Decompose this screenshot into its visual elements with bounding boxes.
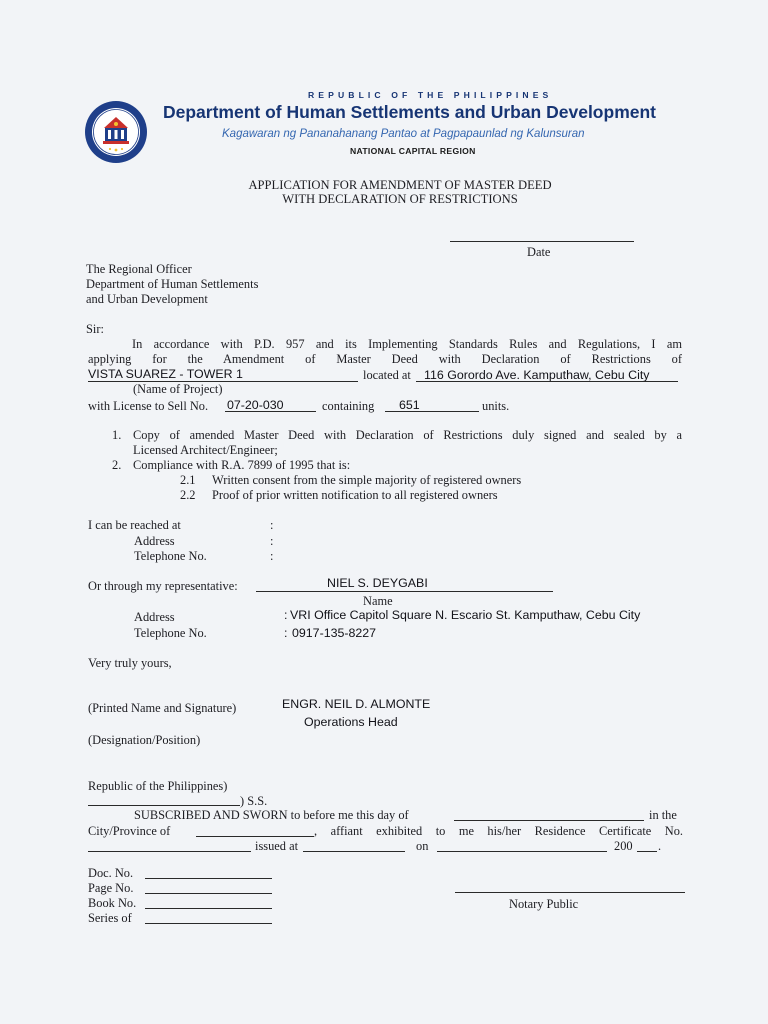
project-name-field[interactable]: VISTA SUAREZ - TOWER 1 <box>88 367 243 381</box>
addressee-line2: Department of Human Settlements <box>86 277 259 291</box>
doc-no-line <box>145 878 272 879</box>
series-of-label: Series of <box>88 911 132 925</box>
name-of-project-label: (Name of Project) <box>133 382 223 396</box>
notary-in-the: in the <box>649 808 677 822</box>
notary-public-label: Notary Public <box>509 897 579 911</box>
representative-telephone-field[interactable]: 0917-135-8227 <box>292 626 377 640</box>
notary-on: on <box>416 839 429 853</box>
representative-address-field[interactable]: VRI Office Capitol Square N. Escario St. Kamputhaw, Cebu City <box>290 608 641 622</box>
representative-name-label: Name <box>363 594 393 608</box>
applicant-address-label: Address <box>134 534 175 548</box>
requirement-2-2-number: 2.2 <box>180 488 196 502</box>
salutation: Sir: <box>86 322 104 336</box>
reached-at-colon: : <box>270 518 274 532</box>
dhsud-seal-logo <box>84 100 148 164</box>
representative-telephone-colon: : <box>284 626 288 640</box>
requirement-2-1-number: 2.1 <box>180 473 196 487</box>
representative-address-colon: : <box>284 608 288 622</box>
notary-affiant: , affiant exhibited to me his/her Residence Certificate No. <box>314 824 683 838</box>
requirement-1-number: 1. <box>112 428 122 442</box>
notary-period: . <box>658 839 662 853</box>
book-no-label: Book No. <box>88 896 137 910</box>
notary-year: 200 <box>614 839 633 853</box>
date-line <box>450 241 634 242</box>
city-province-line <box>196 836 314 837</box>
page-no-label: Page No. <box>88 881 134 895</box>
on-date-line <box>437 851 607 852</box>
printed-name-label: (Printed Name and Signature) <box>88 701 237 715</box>
body-line1: In accordance with P.D. 957 and its Implementing Standards Rules and Regulations, I am <box>132 337 682 351</box>
residence-cert-line <box>88 851 251 852</box>
document-title-line2: WITH DECLARATION OF RESTRICTIONS <box>282 192 518 206</box>
page-no-line <box>145 893 272 894</box>
license-label: with License to Sell No. <box>88 399 209 413</box>
requirement-2-1: Written consent from the simple majority of registered owners <box>212 473 522 487</box>
representative-telephone-label: Telephone No. <box>134 626 207 640</box>
designation-label: (Designation/Position) <box>88 733 201 747</box>
book-no-line <box>145 908 272 909</box>
notary-republic: Republic of the Philippines) <box>88 779 228 793</box>
units-field[interactable]: 651 <box>399 398 420 412</box>
date-label: Date <box>527 245 551 259</box>
notary-subscribed: SUBSCRIBED AND SWORN to before me this day of <box>134 808 409 822</box>
located-at-label: located at <box>363 368 411 382</box>
requirement-2-number: 2. <box>112 458 122 472</box>
signatory-name-field[interactable]: ENGR. NEIL D. ALMONTE <box>282 697 431 711</box>
issued-at-line <box>303 851 405 852</box>
requirement-1-line1: Copy of amended Master Deed with Declaration of Restrictions duly signed and sealed by a <box>133 428 682 442</box>
department-heading: Department of Human Settlements and Urban Development <box>163 102 656 122</box>
project-name-line <box>88 381 358 382</box>
representative-name-field[interactable]: NIEL S. DEYGABI <box>327 576 428 590</box>
signatory-designation-field[interactable]: Operations Head <box>304 715 398 729</box>
license-number-field[interactable]: 07-20-030 <box>227 398 284 412</box>
location-field[interactable]: 116 Gorordo Ave. Kamputhaw, Cebu City <box>424 368 650 382</box>
year-line <box>637 851 657 852</box>
applicant-telephone-colon: : <box>270 549 274 563</box>
addressee-line1: The Regional Officer <box>86 262 192 276</box>
notary-signature-line <box>455 892 685 893</box>
representative-address-label: Address <box>134 610 175 624</box>
republic-heading: REPUBLIC OF THE PHILIPPINES <box>308 90 553 100</box>
applicant-telephone-label: Telephone No. <box>134 549 207 563</box>
requirement-2: Compliance with R.A. 7899 of 1995 that is: <box>133 458 351 472</box>
units-label: units. <box>482 399 510 413</box>
region-heading: NATIONAL CAPITAL REGION <box>350 146 476 156</box>
document-title-line1: APPLICATION FOR AMENDMENT OF MASTER DEED <box>248 178 552 192</box>
location-line <box>416 381 678 382</box>
addressee-line3: and Urban Development <box>86 292 208 306</box>
reached-at-label: I can be reached at <box>88 518 181 532</box>
ss-line <box>88 805 240 806</box>
notary-city-province: City/Province of <box>88 824 171 838</box>
requirement-1-line2: Licensed Architect/Engineer; <box>133 443 278 457</box>
containing-label: containing <box>322 399 375 413</box>
requirement-2-2: Proof of prior written notification to all registered owners <box>212 488 498 502</box>
representative-label: Or through my representative: <box>88 579 238 593</box>
doc-no-label: Doc. No. <box>88 866 134 880</box>
closing: Very truly yours, <box>88 656 172 670</box>
notary-issued-at: issued at <box>255 839 299 853</box>
day-line <box>454 820 644 821</box>
license-line <box>225 411 316 412</box>
applicant-address-colon: : <box>270 534 274 548</box>
series-of-line <box>145 923 272 924</box>
body-line2: applying for the Amendment of Master Deed with Declaration of Restrictions of <box>88 352 682 366</box>
filipino-subheading: Kagawaran ng Pananahanang Pantao at Pagpapaunlad ng Kalunsuran <box>222 128 585 140</box>
units-line <box>385 411 479 412</box>
notary-ss: ) S.S. <box>240 794 268 808</box>
representative-name-line <box>256 591 553 592</box>
